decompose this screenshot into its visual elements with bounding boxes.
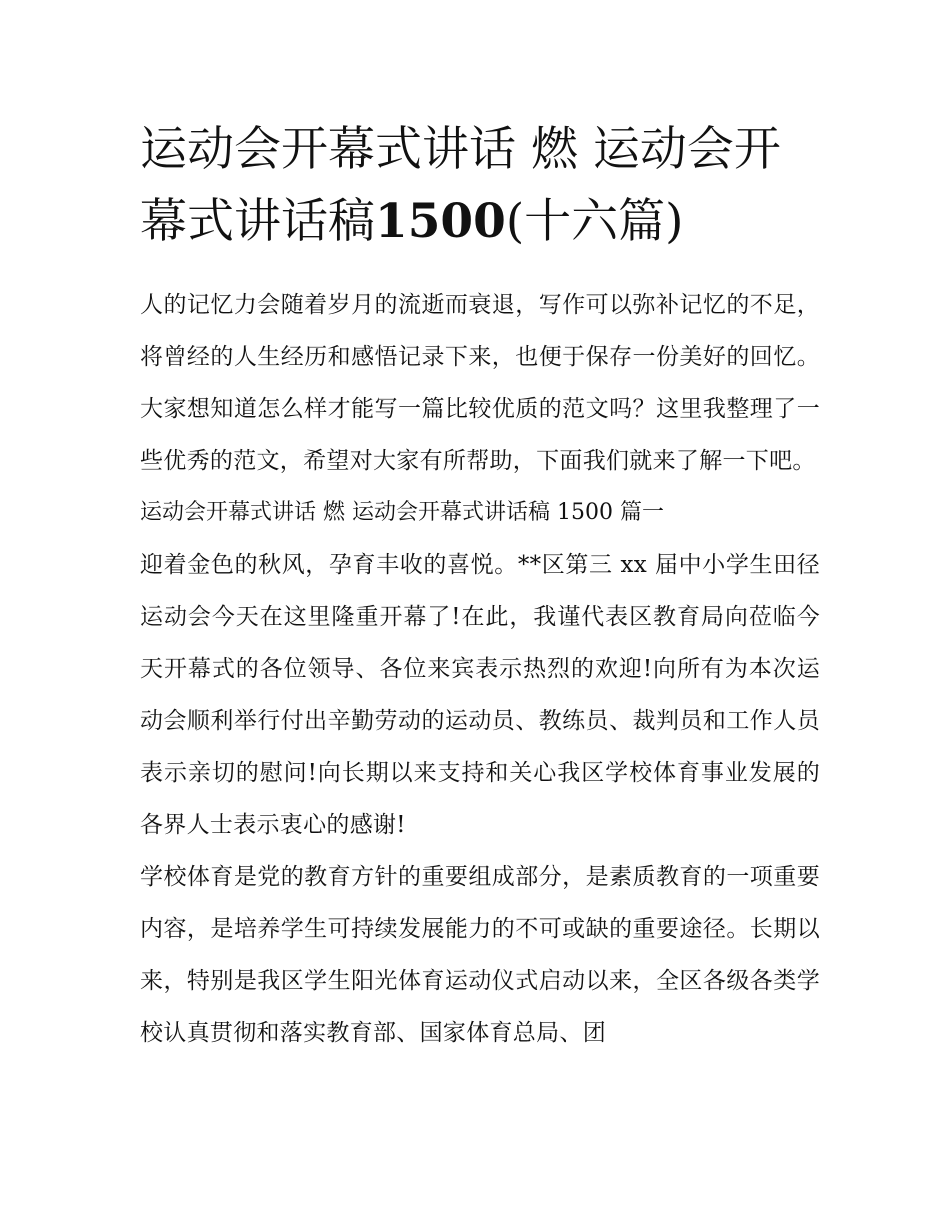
- title-text: 运动会开幕式讲话 燃 运动会开幕式讲话稿: [140, 122, 781, 249]
- intro-paragraph: 人的记忆力会随着岁月的流逝而衰退，写作可以弥补记忆的不足，将曾经的人生经历和感悟记录下来，也便于保存一份美好的回忆。大家想知道怎么样才能写一篇比较优质的范文吗？这里我整理了一些优秀的范文，希望对大家有所帮助，下面我们就来了解一下吧。: [140, 292, 820, 474]
- document-title: [140, 114, 820, 258]
- section-heading: 运动会开幕式讲话 燃 运动会开幕式讲话稿 1500 篇一: [140, 500, 664, 525]
- body-paragraph-2: 学校体育是党的教育方针的重要组成部分，是素质教育的一项重要内容，是培养学生可持续发展能力的不可或缺的重要途径。长期以来，特别是我区学生阳光体育运动仪式启动以来，全区各级各类学校认真贯彻和落实教育部、国家体育总局、团: [140, 864, 820, 1046]
- title-suffix: (十六篇): [505, 194, 684, 249]
- document-body: [140, 279, 820, 1059]
- title-number: 1500: [375, 194, 506, 249]
- body-paragraph-1: 迎着金色的秋风，孕育丰收的喜悦。**区第三 xx 届中小学生田径运动会今天在这里隆重开幕了!在此，我谨代表区教育局向莅临今天开幕式的各位领导、各位来宾表示热烈的欢迎!向所有为本次运动会顺利举行付出辛勤劳动的运动员、教练员、裁判员和工作人员表示亲切的慰问!向长期以来支持和关心我区学校体育事业发展的各界人士表示衷心的感谢!: [140, 552, 820, 838]
